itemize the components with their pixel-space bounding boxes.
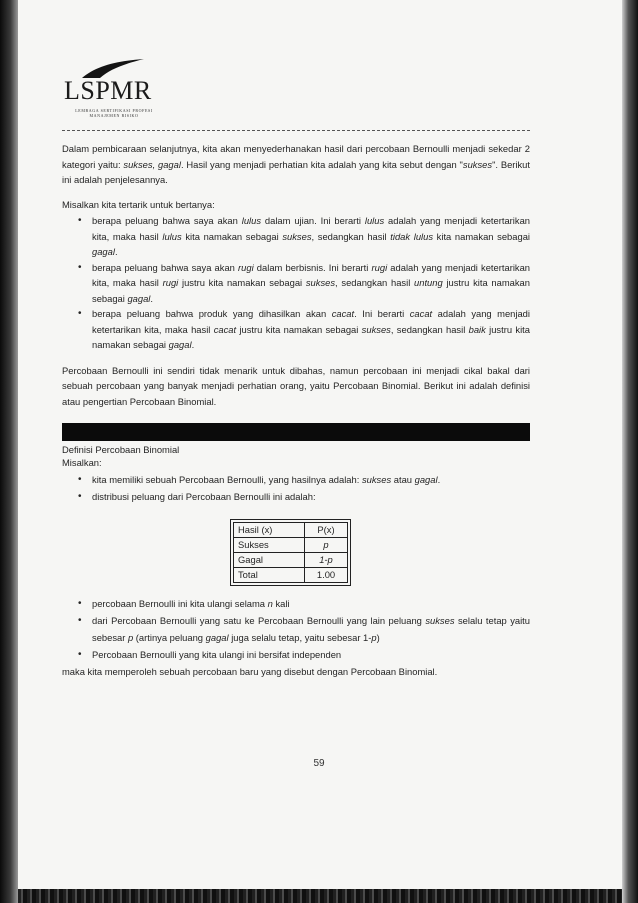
list-item: • berapa peluang bahwa saya akan rugi dalam berbisnis. Ini berarti rugi adalah yang menjadi ketertarikan kita, maka hasil rugi justru kita namakan sebagai sukses, sedangkan hasil untung justru kita namakan sebagai gagal. [92,260,530,307]
definition-lead: Misalkan: [62,457,102,468]
intro-text-2: . Hasil yang menjadi perhatian kita adalah yang kita sebut dengan " [180,158,463,170]
intro-paragraph [62,141,530,188]
list-item: • dari Percobaan Bernoulli yang satu ke Percobaan Bernoulli yang lain peluang sukses selalu tetap yaitu sebesar p (artinya peluang gagal juga selalu tetap, yaitu sebesar 1-p) [92,612,530,646]
list-item: • percobaan Bernoulli ini kita ulangi selama n kali [92,595,530,612]
table-header-cell: P(x) [305,523,348,538]
table-header-row [234,523,348,538]
probability-table-frame [230,519,351,586]
conclusion-paragraph: maka kita memperoleh sebuah percobaan baru yang disebut dengan Percobaan Binomial. [62,665,438,677]
table-row [234,568,348,583]
scan-bottom-edge [18,889,622,903]
table-row [234,553,348,568]
intro-emphasis-2: sukses [462,158,493,170]
logo-name: LSPMR [64,76,152,105]
section-bar [62,423,530,441]
page-number: 59 [313,758,325,769]
logo-subtitle-line2: MANAJEMEN RISIKO [89,113,139,118]
list-item: • distribusi peluang dari Percobaan Bernoulli ini adalah: [92,488,530,505]
examples-list [62,213,530,353]
table-cell: p [305,538,348,553]
table-cell: 1-p [305,553,348,568]
intro-text-1: Dalam pembicaraan selanjutnya, kita akan menyederhanakan hasil dari percobaan Bernoulli menjadi sekedar 2 kategori yaitu: [62,143,530,170]
list-item: • kita memiliki sebuah Percobaan Bernoulli, yang hasilnya adalah: sukses atau gagal. [92,471,530,488]
transition-paragraph: Percobaan Bernoulli ini sendiri tidak menarik untuk dibahas, namun percobaan ini menjadi cikal bakal dari sebuah percobaan yang banyak menjadi perhatian orang, yaitu Percobaan Binomial. Berikut ini adalah definisi atau pengertian Percobaan Binomial. [62,364,530,407]
table-cell: Sukses [234,538,305,553]
table-cell: Gagal [234,553,305,568]
document-body [62,141,530,679]
list-item: • berapa peluang bahwa saya akan lulus dalam ujian. Ini berarti lulus adalah yang menjadi ketertarikan kita, maka hasil lulus kita namakan sebagai sukses, sedangkan hasil tidak lulus kita namakan sebagai gagal. [92,213,530,260]
probability-table [233,522,348,583]
lspmr-logo [46,58,166,122]
table-row [234,538,348,553]
list-item: • Percobaan Bernoulli yang kita ulangi ini bersifat independen [92,646,530,663]
logo-subtitle-line1: LEMBAGA SERTIFIKASI PROFESI [75,108,153,113]
definition-title: Definisi Percobaan Binomial [62,444,180,455]
intro-emphasis-1: sukses, gagal [123,158,181,170]
list-item: • berapa peluang bahwa produk yang dihasilkan akan cacat. Ini berarti cacat adalah yang menjadi ketertarikan kita, maka hasil cacat justru kita namakan sebagai sukses, sedangkan hasil baik justru kita namakan sebagai gagal. [92,306,530,353]
table-cell: Total [234,568,305,583]
table-header-cell: Hasil (x) [234,523,305,538]
examples-lead: Misalkan kita tertarik untuk bertanya: [62,198,215,210]
conditions-list [62,595,530,663]
intro-text-3: ". Berikut ini adalah penjelesannya. [62,158,530,185]
logo-subtitle [64,108,164,118]
table-cell: 1.00 [305,568,348,583]
header-divider [62,130,530,131]
definition-list [62,471,530,505]
